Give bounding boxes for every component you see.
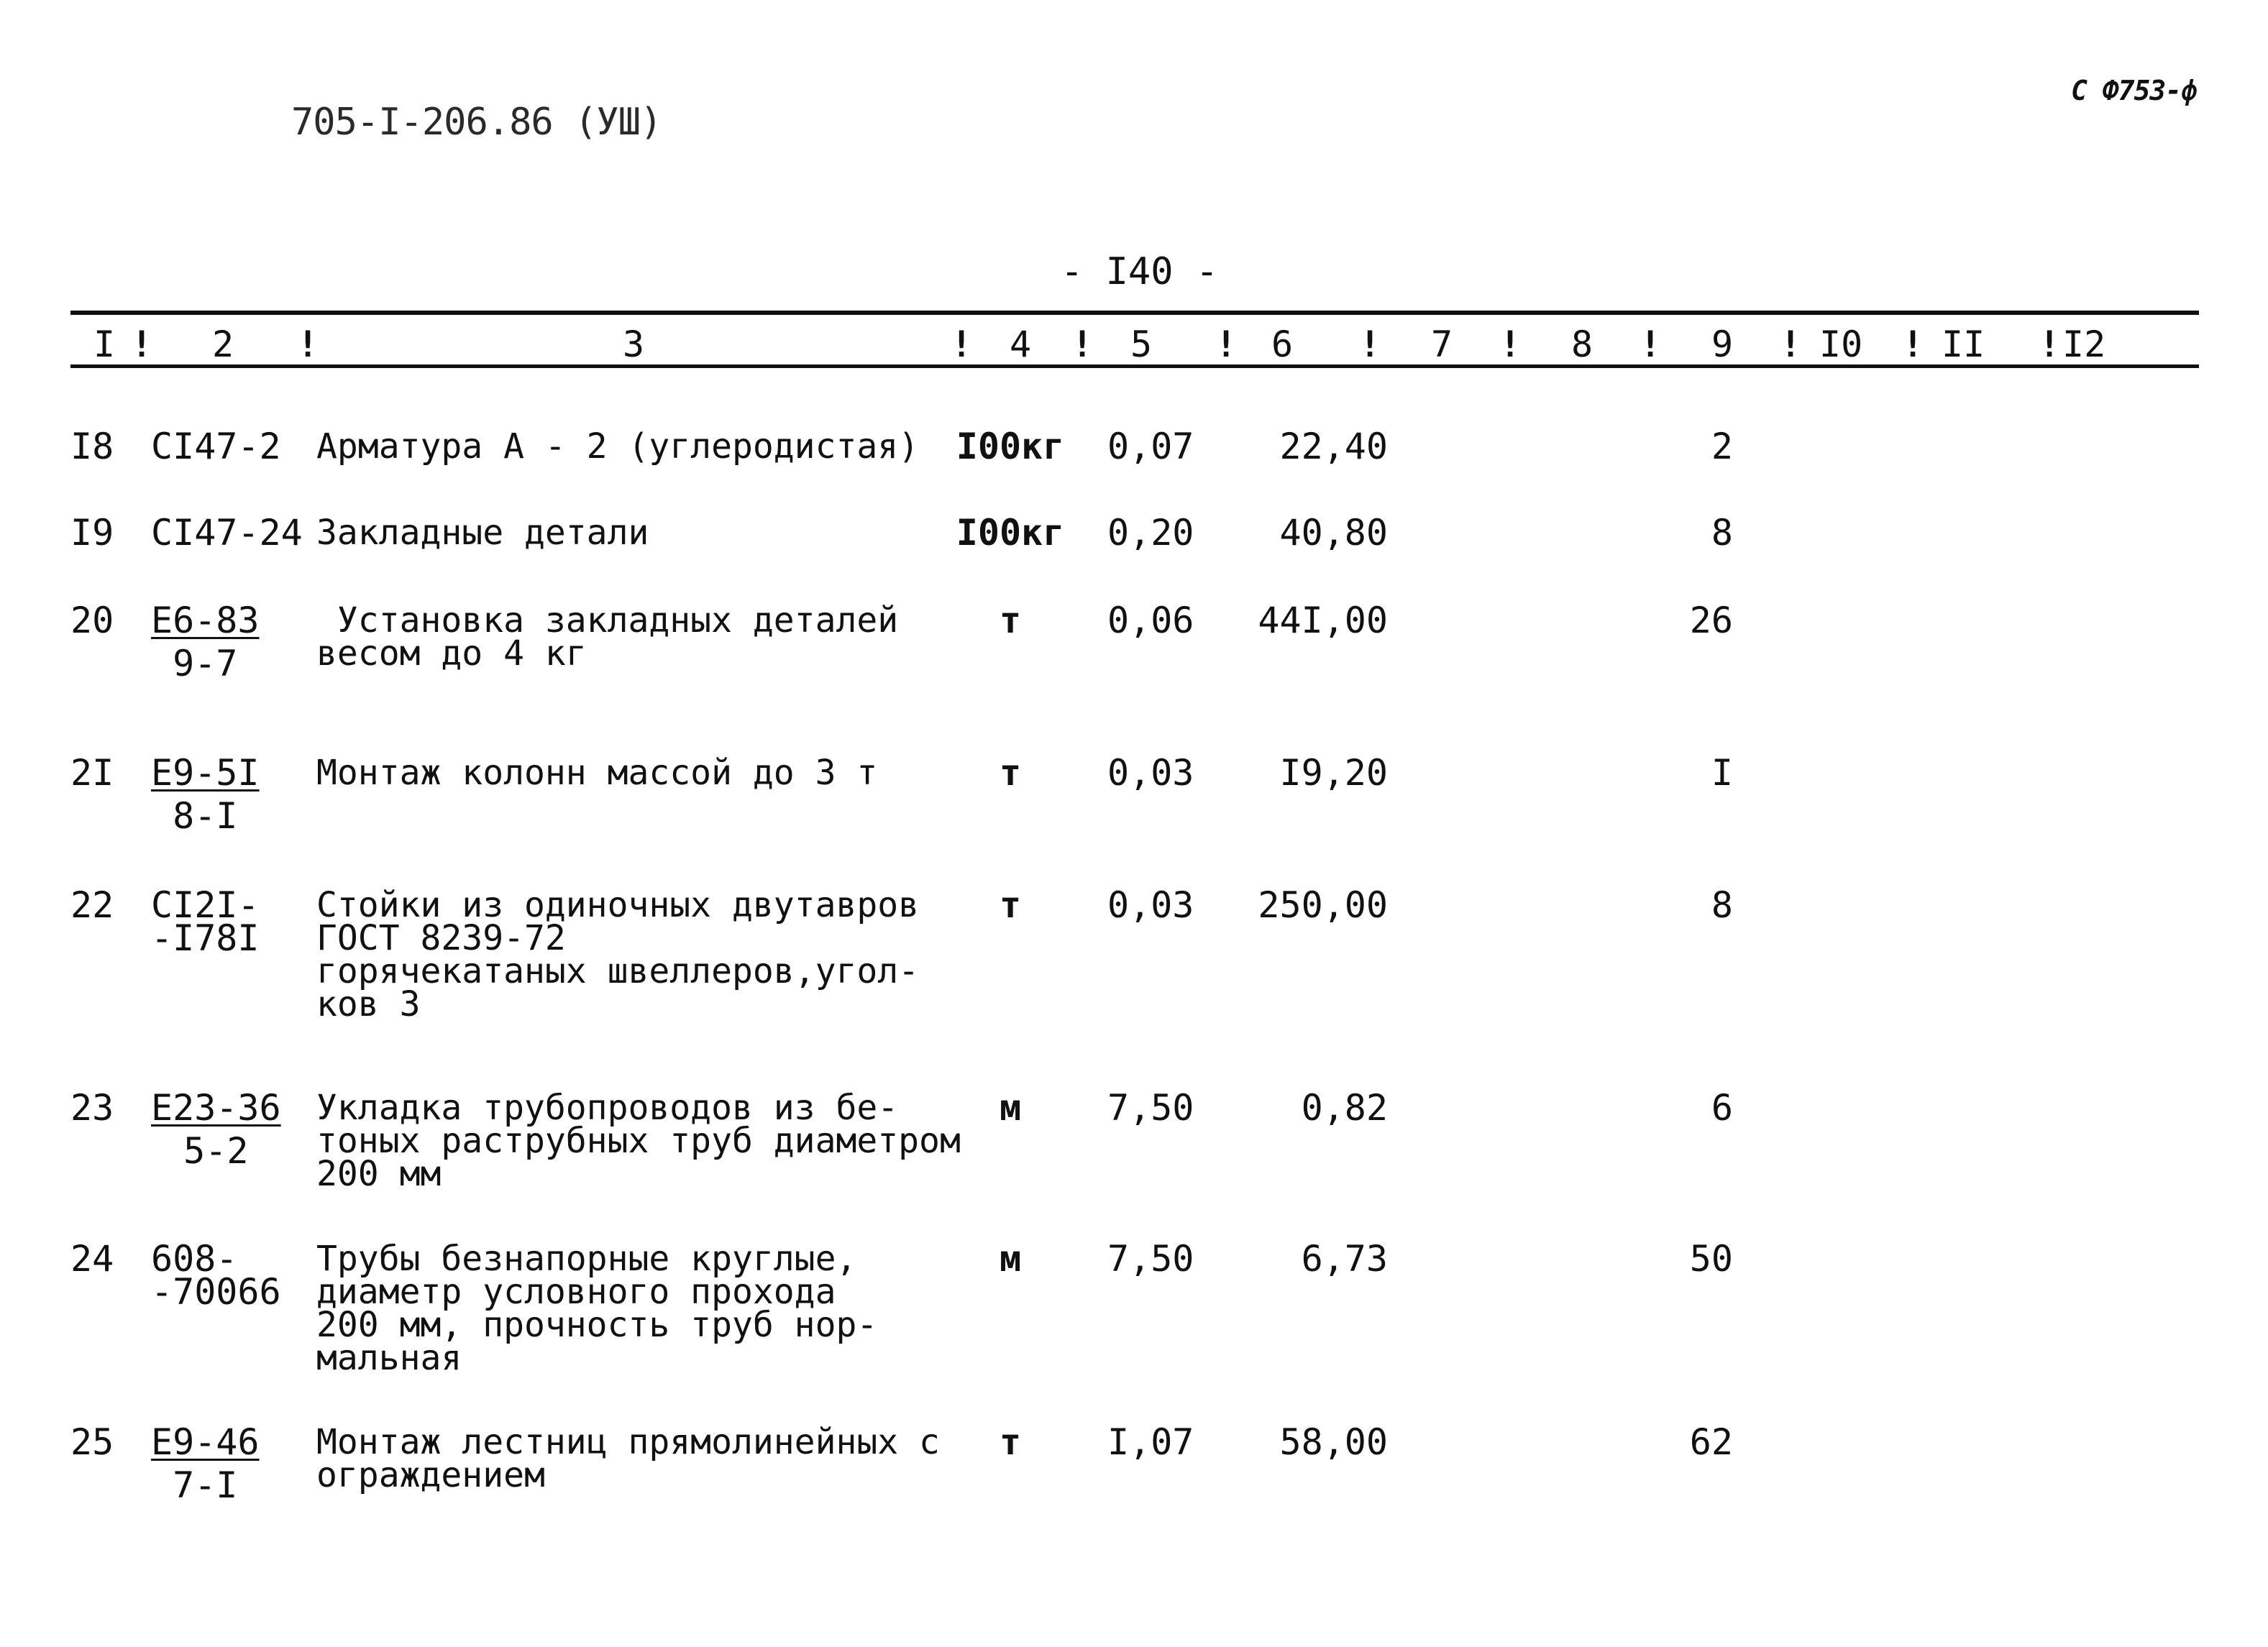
total-cost: 8 <box>1711 512 1733 554</box>
work-description: Арматура А - 2 (углеродистая) <box>316 426 920 467</box>
column-separator: ! <box>1215 324 1238 365</box>
unit-of-measure: м <box>999 1087 1022 1129</box>
quantity: 0,06 <box>1107 600 1194 641</box>
norm-code-top: Е9-46 <box>151 1421 260 1463</box>
column-separator: ! <box>297 324 319 365</box>
norm-code-bottom: 9-7 <box>173 643 238 684</box>
row-number: I8 <box>70 426 114 467</box>
norm-code <box>151 1421 260 1506</box>
unit-of-measure: т <box>999 1421 1022 1463</box>
work-description: Укладка трубопроводов из бе- тоных раструбных труб диаметром 200 мм <box>316 1088 961 1194</box>
work-description: Монтаж лестниц прямолинейных с ограждением <box>316 1422 940 1495</box>
row-number: 25 <box>70 1421 114 1463</box>
unit-of-measure: т <box>999 600 1022 641</box>
norm-code <box>151 512 303 554</box>
norm-code-top: Е9-5I <box>151 752 260 794</box>
column-separator: ! <box>131 324 153 365</box>
work-description: Монтаж колонн массой до 3 т <box>316 753 878 793</box>
unit-price: 0,82 <box>1301 1087 1388 1129</box>
row-number: 2I <box>70 752 114 794</box>
work-description: Закладные детали <box>316 513 649 553</box>
column-header-3: 3 <box>623 324 645 365</box>
unit-price: 40,80 <box>1279 512 1388 554</box>
quantity: I,07 <box>1107 1421 1194 1463</box>
unit-price: 44I,00 <box>1258 600 1388 641</box>
row-number: I9 <box>70 512 114 554</box>
norm-code <box>151 426 281 467</box>
norm-code <box>151 884 260 959</box>
unit-of-measure: I00кг <box>956 512 1065 554</box>
column-header-5: 5 <box>1130 324 1153 365</box>
column-header-8: 8 <box>1571 324 1593 365</box>
table-top-rule <box>70 311 2199 315</box>
column-header-9: 9 <box>1711 324 1734 365</box>
document-code: 705-I-206.86 (УШ) <box>291 101 662 144</box>
row-number: 20 <box>70 600 114 641</box>
norm-code-top: Е6-83 <box>151 600 260 641</box>
column-header-4: 4 <box>1010 324 1032 365</box>
column-header-6: 6 <box>1271 324 1294 365</box>
column-separator: ! <box>1359 324 1381 365</box>
norm-code-bottom: 8-I <box>173 795 238 837</box>
column-separator: ! <box>2039 324 2061 365</box>
norm-code-bottom: -I78I <box>151 917 260 959</box>
unit-of-measure: I00кг <box>956 426 1065 467</box>
norm-code <box>151 1087 281 1172</box>
column-separator: ! <box>1902 324 1924 365</box>
work-description: Установка закладных деталей весом до 4 кг <box>316 600 899 674</box>
column-header-7: 7 <box>1431 324 1453 365</box>
total-cost: 8 <box>1711 884 1733 926</box>
total-cost: 6 <box>1711 1087 1733 1129</box>
corner-code: С Ф753-ф <box>2071 75 2198 106</box>
unit-price: 58,00 <box>1279 1421 1388 1463</box>
total-cost: 50 <box>1689 1238 1733 1280</box>
page-number: - I40 - <box>1061 250 1219 293</box>
total-cost: 2 <box>1711 426 1733 467</box>
column-separator: ! <box>1640 324 1662 365</box>
norm-code <box>151 752 260 837</box>
column-separator: ! <box>1780 324 1802 365</box>
column-header-1: I <box>93 324 116 365</box>
column-header-11: II <box>1942 324 1985 365</box>
quantity: 0,03 <box>1107 752 1194 794</box>
norm-code-top: СI47-24 <box>151 512 303 554</box>
column-separator: ! <box>951 324 973 365</box>
column-header-10: I0 <box>1819 324 1863 365</box>
row-number: 22 <box>70 884 114 926</box>
quantity: 7,50 <box>1107 1087 1194 1129</box>
unit-of-measure: т <box>999 884 1022 926</box>
quantity: 0,03 <box>1107 884 1194 926</box>
row-number: 23 <box>70 1087 114 1129</box>
norm-code-bottom: 5-2 <box>183 1130 249 1172</box>
quantity: 0,07 <box>1107 426 1194 467</box>
work-description: Трубы безнапорные круглые, диаметр условного прохода 200 мм, прочность труб нор- мальная <box>316 1239 878 1378</box>
norm-code <box>151 1238 281 1313</box>
unit-price: I9,20 <box>1279 752 1388 794</box>
total-cost: 26 <box>1689 600 1733 641</box>
norm-code-top: 608- <box>151 1238 238 1280</box>
norm-code-top: Е23-36 <box>151 1087 281 1129</box>
unit-price: 6,73 <box>1301 1238 1388 1280</box>
norm-code-top: СI47-2 <box>151 426 281 467</box>
quantity: 0,20 <box>1107 512 1194 554</box>
work-description: Стойки из одиночных двутавров ГОСТ 8239-72 горячекатаных швеллеров,угол- ков 3 <box>316 885 920 1024</box>
total-cost: 62 <box>1689 1421 1733 1463</box>
row-number: 24 <box>70 1238 114 1280</box>
total-cost: I <box>1711 752 1733 794</box>
norm-code-top: СI2I- <box>151 884 260 926</box>
quantity: 7,50 <box>1107 1238 1194 1280</box>
column-separator: ! <box>1071 324 1094 365</box>
column-header-12: I2 <box>2062 324 2106 365</box>
norm-code-bottom: -70066 <box>151 1271 281 1313</box>
unit-price: 22,40 <box>1279 426 1388 467</box>
unit-of-measure: м <box>999 1238 1022 1280</box>
norm-code <box>151 600 260 684</box>
unit-price: 250,00 <box>1258 884 1388 926</box>
unit-of-measure: т <box>999 752 1022 794</box>
column-separator: ! <box>1499 324 1522 365</box>
column-header-2: 2 <box>212 324 234 365</box>
norm-code-bottom: 7-I <box>173 1464 238 1506</box>
